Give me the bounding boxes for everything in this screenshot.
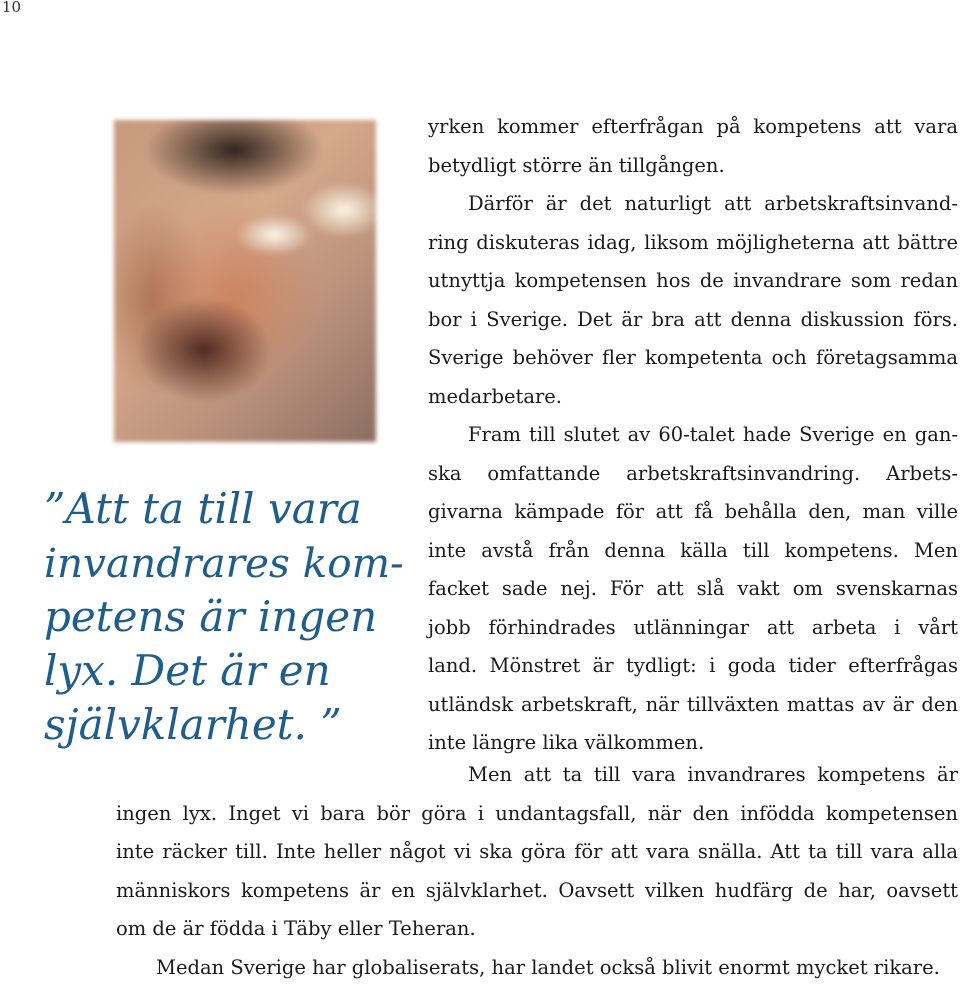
text-line: medarbetare. — [428, 378, 958, 417]
page-number: 10 — [2, 0, 21, 16]
pull-quote-line: lyx. Det är en — [44, 644, 404, 698]
text-line: om de är födda i Täby eller Teheran. — [116, 910, 958, 949]
text-line: inte längre lika välkommen. — [428, 724, 958, 763]
text-line: yrken kommer efterfrågan på kompetens att vara — [428, 108, 958, 147]
pull-quote — [44, 482, 404, 752]
portrait-photo — [114, 120, 376, 442]
text-line: ingen lyx. Inget vi bara bör göra i undantagsfall, när den infödda kompetensen — [116, 795, 958, 834]
text-line: människors kompetens är en självklarhet. Oavsett vilken hudfärg de har, oavsett — [116, 872, 958, 911]
text-line: facket sade nej. För att slå vakt om svenskarnas — [428, 570, 958, 609]
text-line: inte räcker till. Inte heller något vi ska göra för att vara snälla. Att ta till vara alla — [116, 833, 958, 872]
text-line: Men att ta till vara invandrares kompetens är — [116, 756, 958, 795]
body-text-column — [428, 108, 958, 763]
text-line: ring diskuteras idag, liksom möjligheterna att bättre — [428, 224, 958, 263]
pull-quote-line: ”Att ta till vara — [44, 482, 404, 536]
body-text-wide — [116, 756, 958, 987]
text-line: Medan Sverige har globaliserats, har landet också blivit enormt mycket rikare. — [116, 949, 958, 987]
text-line: inte avstå från denna källa till kompetens. Men — [428, 532, 958, 571]
text-line: jobb förhindrades utlänningar att arbeta i vårt — [428, 609, 958, 648]
text-line: betydligt större än tillgången. — [428, 147, 958, 186]
text-line: utnyttja kompetensen hos de invandrare som redan — [428, 262, 958, 301]
pull-quote-line: invandrares kom- — [44, 536, 404, 590]
pull-quote-line: självklarhet. ” — [44, 698, 404, 752]
text-line: Sverige behöver fler kompetenta och företagsamma — [428, 339, 958, 378]
text-line: Därför är det naturligt att arbetskraftsinvand- — [428, 185, 958, 224]
text-line: land. Mönstret är tydligt: i goda tider efterfrågas — [428, 647, 958, 686]
text-line: Fram till slutet av 60-talet hade Sverige en gan- — [428, 416, 958, 455]
text-line: utländsk arbetskraft, när tillväxten mattas av är den — [428, 686, 958, 725]
pull-quote-line: petens är ingen — [44, 590, 404, 644]
text-line: ska omfattande arbetskraftsinvandring. Arbets- — [428, 455, 958, 494]
text-line: givarna kämpade för att få behålla den, man ville — [428, 493, 958, 532]
text-line: bor i Sverige. Det är bra att denna diskussion förs. — [428, 301, 958, 340]
